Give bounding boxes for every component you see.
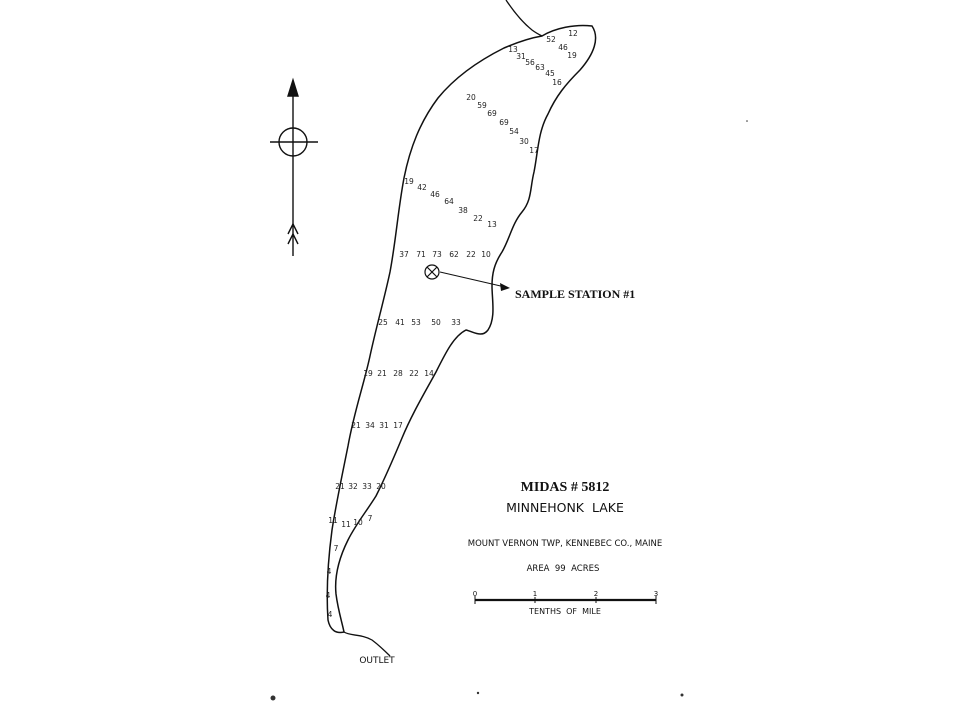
depth-sounding: 22 [409,369,419,378]
depth-sounding: 64 [444,197,454,206]
depth-sounding: 11 [328,516,338,525]
area-label: AREA 99 ACRES [526,564,600,574]
outlet-stream [344,632,390,656]
depth-sounding: 22 [466,250,476,259]
depth-sounding: 10 [353,518,363,527]
depth-sounding: 69 [499,118,509,127]
scale-tick-0: 0 [472,590,478,598]
depth-sounding: 7 [367,514,373,523]
depth-sounding: 38 [458,206,468,215]
depth-sounding: 73 [432,250,442,259]
depth-sounding: 11 [341,520,351,529]
depth-sounding: 54 [509,127,519,136]
inlet-stream [506,0,542,36]
depth-sounding: 25 [378,318,388,327]
depth-sounding: 4 [325,591,331,600]
depth-sounding: 21 [351,421,361,430]
depth-sounding: 7 [333,544,339,553]
depth-sounding: 12 [568,29,578,38]
depth-sounding: 16 [552,78,562,87]
depth-sounding: 50 [431,318,441,327]
depth-sounding: 19 [363,369,373,378]
sample-station-label: SAMPLE STATION #1 [515,287,636,301]
depth-sounding: 63 [535,63,545,72]
depth-sounding: 20 [376,482,386,491]
depth-sounding: 42 [417,183,427,192]
depth-sounding: 34 [365,421,375,430]
depth-sounding: 37 [399,250,409,259]
depth-sounding: 31 [516,52,526,61]
depth-sounding: 41 [395,318,405,327]
scale-unit-label: TENTHS OF MILE [529,607,601,616]
depth-sounding: 20 [466,93,476,102]
depth-sounding: 31 [379,421,389,430]
scan-specks [271,120,748,700]
lake-name: MINNEHONK LAKE [506,500,624,515]
depth-sounding: 33 [451,318,461,327]
sample-station-marker-icon [425,265,439,279]
depth-soundings [326,29,578,619]
depth-sounding: 4 [327,610,333,619]
depth-sounding: 14 [424,369,434,378]
scale-bar [473,590,658,616]
depth-sounding: 52 [546,35,556,44]
depth-sounding: 53 [411,318,421,327]
depth-sounding: 30 [519,137,529,146]
depth-sounding: 28 [393,369,403,378]
depth-sounding: 33 [362,482,372,491]
depth-sounding: 32 [348,482,358,491]
depth-sounding: 59 [477,101,487,110]
scale-tick-1: 1 [532,590,538,598]
depth-sounding: 13 [508,45,518,54]
midas-number: MIDAS # 5812 [520,480,610,495]
scale-tick-3: 3 [653,590,659,598]
depth-sounding: 4 [326,567,332,576]
depth-sounding: 46 [558,43,568,52]
depth-sounding: 69 [487,109,497,118]
depth-sounding: 21 [377,369,387,378]
outlet-label: OUTLET [359,656,395,666]
location-label: MOUNT VERNON TWP, KENNEBEC CO., MAINE [467,539,663,549]
depth-sounding: 19 [567,51,577,60]
depth-sounding: 19 [404,177,414,186]
depth-sounding: 71 [416,250,426,259]
scale-tick-2: 2 [593,590,599,598]
depth-sounding: 45 [545,69,555,78]
depth-sounding: 13 [487,220,497,229]
north-arrow-icon [270,80,318,256]
depth-sounding: 62 [449,250,459,259]
depth-sounding: 56 [525,58,535,67]
sample-station-pointer [440,272,510,291]
depth-sounding: 17 [529,146,539,155]
depth-sounding: 10 [481,250,491,259]
depth-sounding: 17 [393,421,403,430]
depth-sounding: 22 [473,214,483,223]
depth-sounding: 21 [335,482,345,491]
depth-sounding: 46 [430,190,440,199]
